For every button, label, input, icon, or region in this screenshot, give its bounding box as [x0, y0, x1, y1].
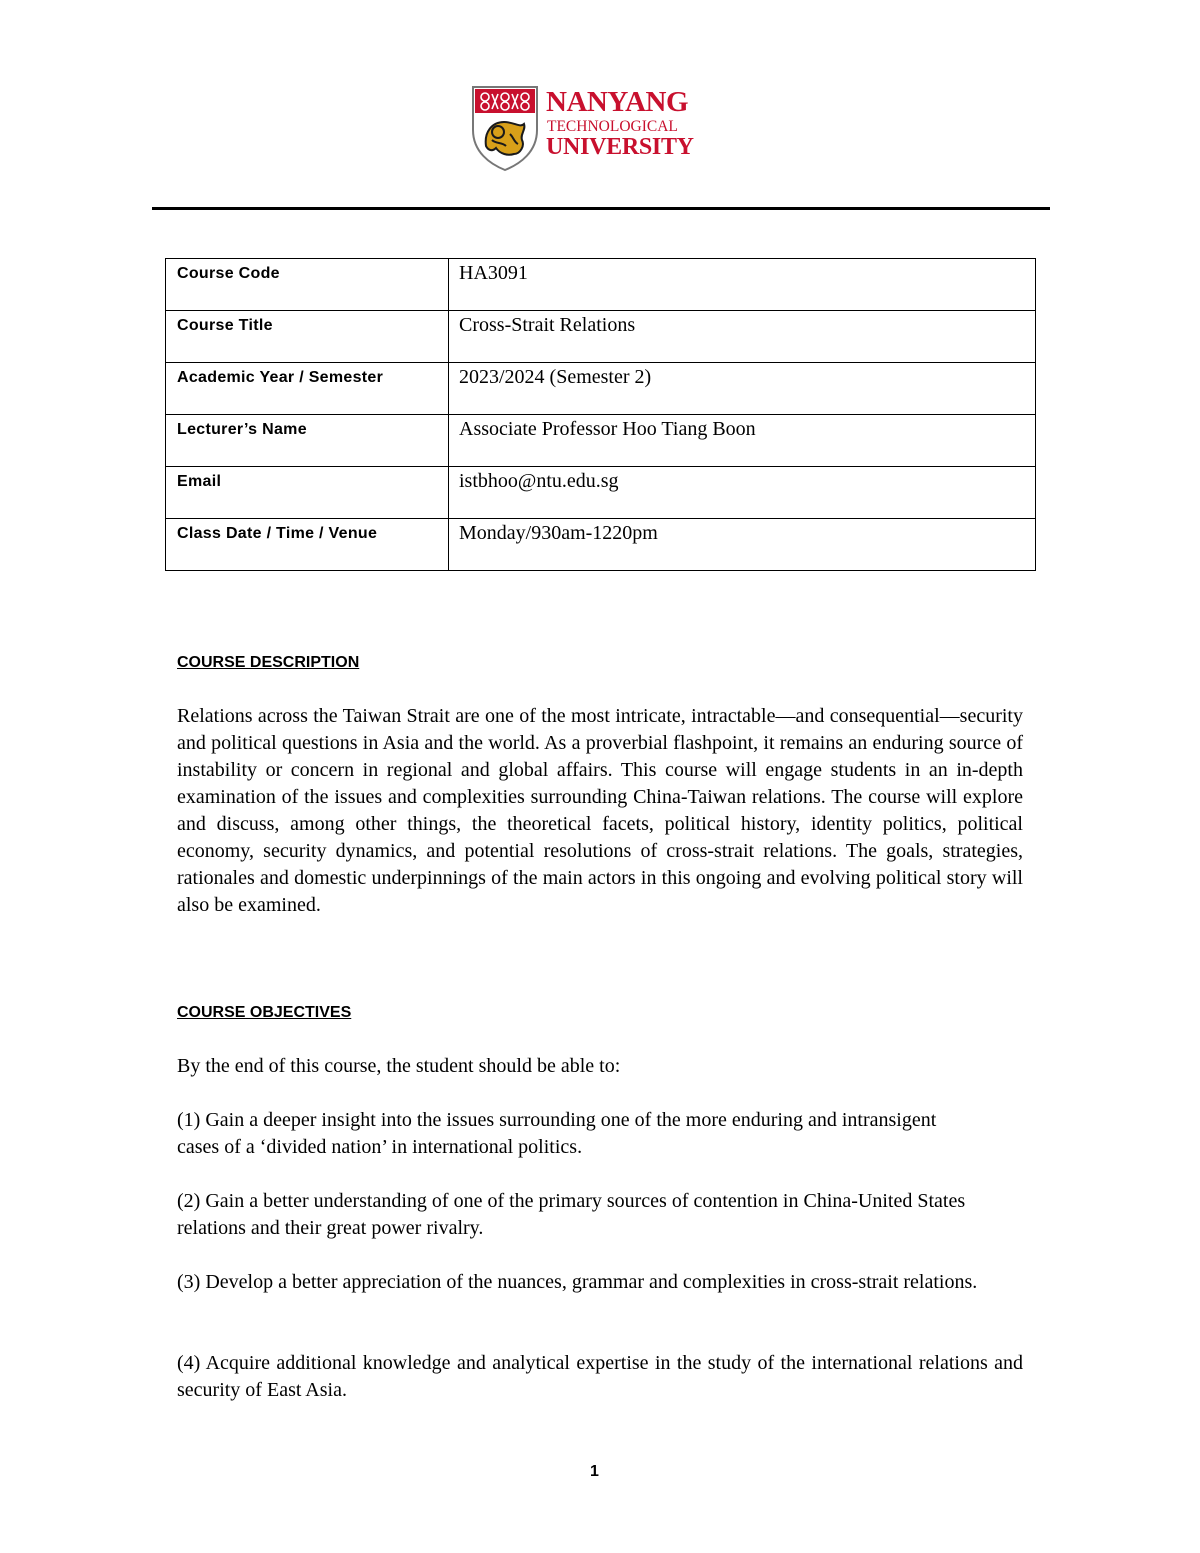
header-divider — [152, 207, 1050, 210]
lecturer-name-value: Associate Professor Hoo Tiang Boon — [449, 415, 1036, 467]
course-code-label: Course Code — [166, 259, 449, 311]
logo-line-nanyang: NANYANG — [546, 86, 689, 118]
course-title-value: Cross-Strait Relations — [449, 311, 1036, 363]
logo-line-technological: TECHNOLOGICAL — [547, 118, 678, 135]
email-label: Email — [166, 467, 449, 519]
table-row — [166, 467, 1036, 519]
course-title-label: Course Title — [166, 311, 449, 363]
crest-icon — [470, 84, 540, 172]
email-value[interactable]: istbhoo@ntu.edu.sg — [449, 467, 1036, 519]
objectives-intro: By the end of this course, the student should be able to: — [177, 1055, 621, 1077]
class-schedule-value: Monday/930am-1220pm — [449, 519, 1036, 571]
objective-item-4: (4) Acquire additional knowledge and analytical expertise in the study of the international relations and security of East Asia. — [177, 1352, 1023, 1401]
objective-item-2: (2) Gain a better understanding of one of the primary sources of contention in China-United States relations and their great power rivalry. — [177, 1190, 966, 1239]
university-logo — [470, 84, 705, 174]
course-description-heading: COURSE DESCRIPTION — [177, 654, 360, 671]
course-code-value: HA3091 — [449, 259, 1036, 311]
course-info-table — [165, 258, 1036, 571]
course-objectives-heading: COURSE OBJECTIVES — [177, 1004, 352, 1021]
logo-line-university: UNIVERSITY — [546, 134, 694, 160]
table-row — [166, 259, 1036, 311]
class-schedule-label: Class Date / Time / Venue — [166, 519, 449, 571]
table-row — [166, 415, 1036, 467]
objective-item-1: (1) Gain a deeper insight into the issues surrounding one of the more enduring and intransigent cases of a ‘divided nation’ in international politics. — [177, 1109, 937, 1158]
course-description-text: Relations across the Taiwan Strait are one of the most intricate, intractable—and consequential—security and political questions in Asia and the world. As a proverbial flashpoint, it remains an enduring source of instability or concern in regional and global affairs. This course will engage students in an in-depth examination of the issues and complexities surrounding China-Taiwan relations. The course will explore and discuss, among other things, the theoretical facets, political history, identity politics, political economy, security dynamics, and potential resolutions of cross-strait relations. The goals, strategies, rationales and domestic underpinnings of the main actors in this ongoing and evolving political story will also be examined. — [177, 705, 1023, 916]
table-row — [166, 519, 1036, 571]
objective-item-3: (3) Develop a better appreciation of the nuances, grammar and complexities in cross-strait relations. — [177, 1271, 978, 1293]
page-number: 1 — [590, 1463, 599, 1480]
table-row — [166, 363, 1036, 415]
academic-year-label: Academic Year / Semester — [166, 363, 449, 415]
table-row — [166, 311, 1036, 363]
lecturer-name-label: Lecturer’s Name — [166, 415, 449, 467]
academic-year-value: 2023/2024 (Semester 2) — [449, 363, 1036, 415]
